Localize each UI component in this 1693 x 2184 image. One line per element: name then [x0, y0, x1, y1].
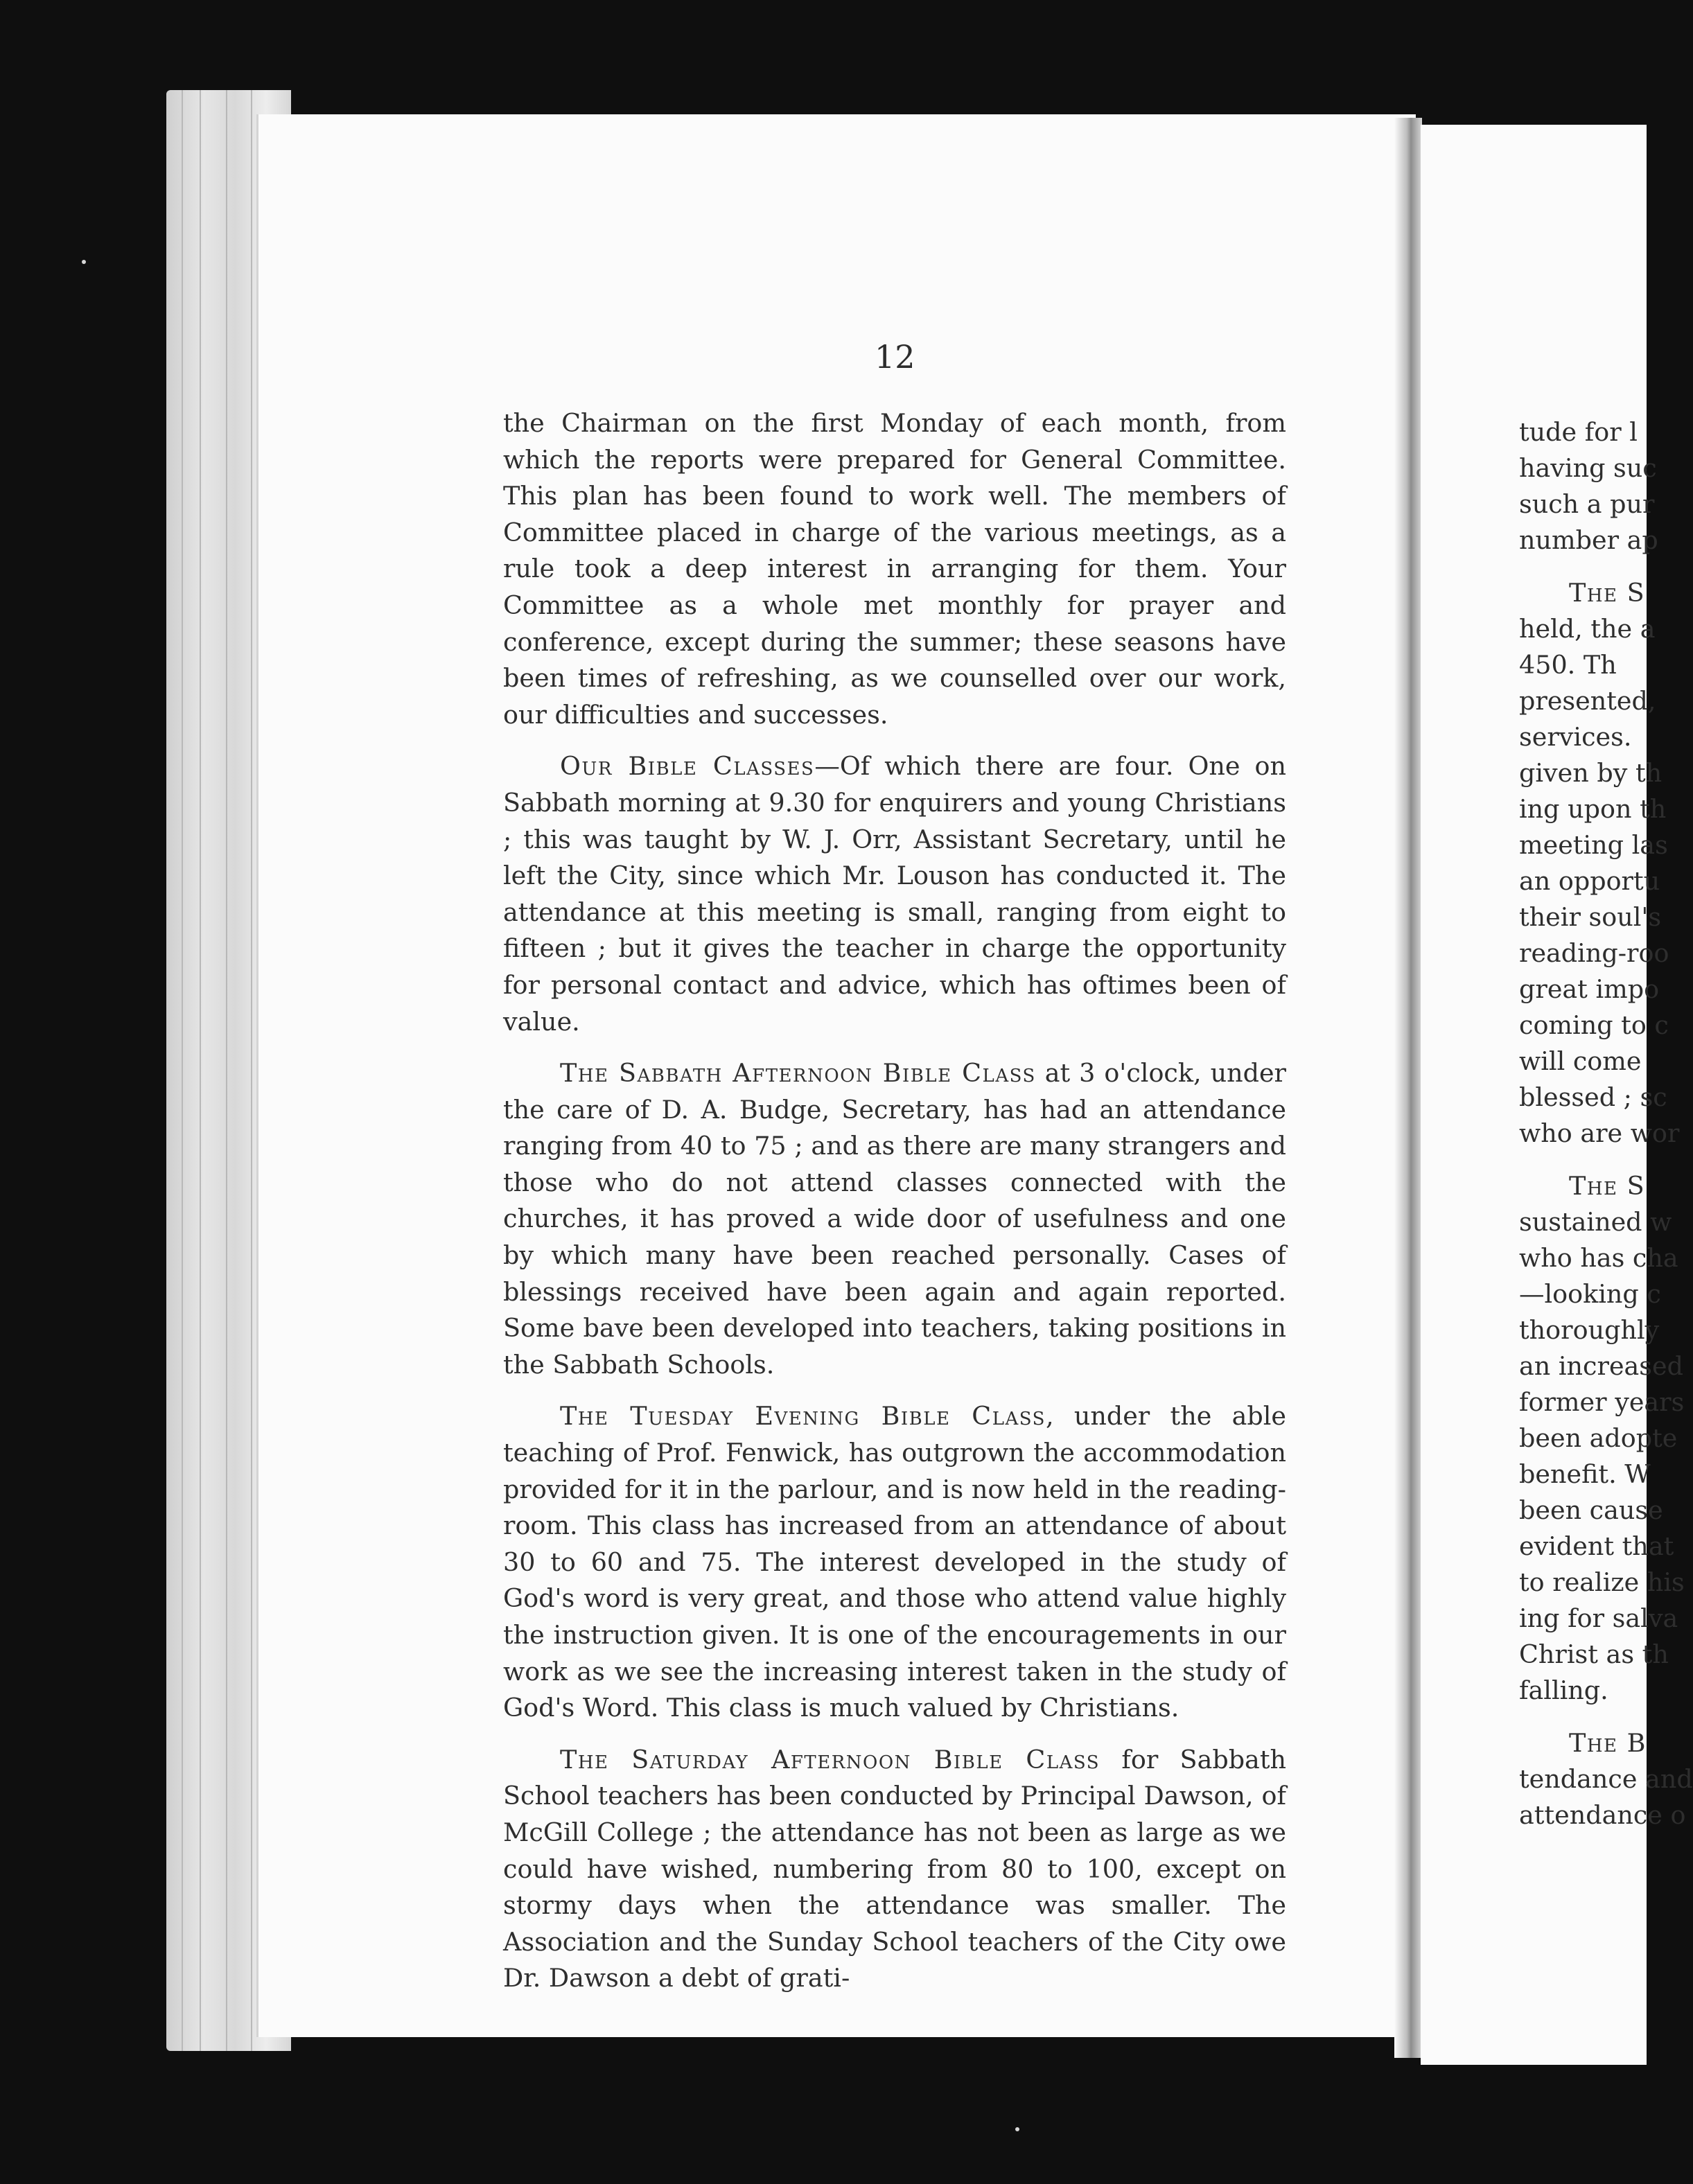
text-line: will come: [1519, 1046, 1642, 1076]
paragraph-bible-classes: Our Bible Classes—Of which there are four. One on Sabbath morning at 9.30 for enquirers and young Christians ; this was taught by W. J. Orr, Assistant Secretary, until he left the City, since which Mr. Louson has conducted it. The attendance at this meeting is small, ranging from eight to fifteen ; but it gives the teacher in charge the opportunity for personal contact and advice, which has oftimes been of value.: [503, 751, 1286, 1037]
section-heading: The S: [1569, 578, 1646, 608]
text-line: been cause: [1519, 1495, 1663, 1525]
text-line: attendance o: [1519, 1800, 1686, 1830]
text-line: presented,: [1519, 686, 1656, 716]
text-line: coming to c: [1519, 1010, 1669, 1040]
paragraph-tuesday-evening-class: The Tuesday Evening Bible Class, under the able teaching of Prof. Fenwick, has outgrown the accommodation provided for it in the parlour, and is now held in the reading-room. This class has increased from an attendance of about 30 to 60 and 75. The interest developed in the study of God's word is very great, and those who attend value highly the instruction given. It is one of the encouragements in our work as we see the increasing interest taken in the study of God's Word. This class is much valued by Christians.: [503, 1401, 1286, 1723]
text-line: tude for l: [1519, 417, 1638, 447]
text-line: sustained w: [1519, 1207, 1672, 1237]
text-line: services.: [1519, 722, 1632, 752]
text-line: given by th: [1519, 758, 1663, 788]
text-line: who are wor: [1519, 1118, 1680, 1148]
book-gutter: [1394, 118, 1422, 2058]
text-line: evident that: [1519, 1531, 1674, 1561]
text-line: been adopte: [1519, 1423, 1678, 1453]
text-line: held, the a: [1519, 614, 1656, 644]
text-line: ing for salva: [1519, 1603, 1678, 1633]
page-number: 12: [875, 338, 915, 376]
text-line: such a pur: [1519, 489, 1655, 519]
paragraph-sabbath-afternoon-class: The Sabbath Afternoon Bible Class at 3 o'clock, under the care of D. A. Budge, Secretary, has had an attendance ranging from 40 to 75 ; and as there are many strangers and those who do not attend classes connected with the churches, it has proved a wide door of usefulness and one by which many have been reached personally. Cases of blessings received have been again and again reported. Some bave been developed into teachers, taking positions in the Sabbath Schools.: [503, 1058, 1286, 1380]
paragraph-saturday-afternoon-class: The Saturday Afternoon Bible Class for Sabbath School teachers has been conducted by Principal Dawson, of McGill College ; the attendance has not been as large as we could have wished, numbering from 80 to 100, except on stormy days when the attendance was smaller. The Association and the Sunday School teachers of the City owe Dr. Dawson a debt of grati-: [503, 1744, 1286, 1993]
text-line: ing upon th: [1519, 794, 1667, 824]
text-line: having suc: [1519, 453, 1657, 483]
text-line: an increased: [1519, 1351, 1684, 1381]
text-line: 450. Th: [1519, 650, 1617, 680]
paragraph-committee: the Chairman on the first Monday of each month, from which the reports were prepared for General Committee. This plan has been found to work well. The members of Committee placed in charge of the various meetings, as a rule took a deep interest in arranging for them. Your Committee as a whole met monthly for prayer and conference, except during the summer; these seasons have been times of refreshing, as we counselled over our work, our difficulties and successes.: [503, 408, 1286, 730]
dust-speck: [82, 260, 86, 264]
text-line: Christ as th: [1519, 1639, 1669, 1669]
text-line: their soul's: [1519, 902, 1662, 932]
text-line: reading-roo: [1519, 938, 1669, 968]
right-page-text: [1519, 414, 1693, 1833]
text-line: falling.: [1519, 1675, 1608, 1705]
text-line: who has cha: [1519, 1243, 1678, 1273]
section-heading: The Sabbath Afternoon Bible Class: [560, 1058, 1036, 1089]
section-heading: The Tuesday Evening Bible Class: [560, 1401, 1046, 1432]
text-line: tendance and: [1519, 1764, 1693, 1794]
text-line: meeting las: [1519, 830, 1668, 860]
text-line: thoroughly: [1519, 1315, 1660, 1345]
section-heading: The Saturday Afternoon Bible Class: [560, 1744, 1100, 1774]
text-line: to realize his: [1519, 1567, 1685, 1597]
section-heading: The S: [1569, 1171, 1646, 1201]
text-line: an opportu: [1519, 866, 1660, 896]
section-heading: The B: [1569, 1728, 1647, 1758]
section-heading: Our Bible Classes: [560, 751, 815, 782]
text-line: former years: [1519, 1387, 1685, 1417]
text-line: benefit. W: [1519, 1459, 1651, 1489]
text-line: great impo: [1519, 974, 1660, 1004]
dust-speck: [1015, 2127, 1019, 2131]
text-line: blessed ; sc: [1519, 1082, 1667, 1112]
text-line: —looking c: [1519, 1279, 1661, 1309]
text-line: number ap: [1519, 525, 1658, 555]
left-page-text: [503, 405, 1286, 2012]
